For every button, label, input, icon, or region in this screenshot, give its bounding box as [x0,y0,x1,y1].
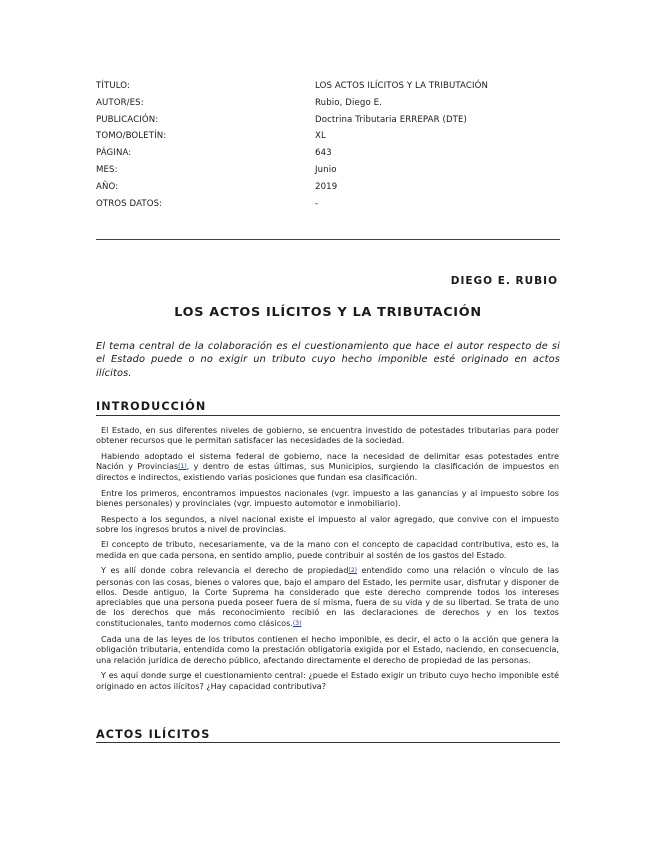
paragraph: Respecto a los segundos, a nivel nacional existe el impuesto al valor agregado, que convive con el impuesto sobre los ingresos brutos a nivel de provincias. [96,513,559,534]
paragraph: Entre los primeros, encontramos impuestos nacionales (vgr. impuesto a las ganancias y al impuesto sobre los bienes personales) y provinciales (vgr. impuesto automotor e inmobiliario). [96,487,559,509]
header-divider [96,239,560,240]
metadata-table [96,78,566,212]
meta-row-year [96,179,566,196]
section-heading-introduccion: INTRODUCCIÓN [96,400,207,413]
meta-key: AUTOR/ES: [96,97,144,108]
footnote-link[interactable]: (1) [178,463,187,471]
article-body [96,425,559,696]
author-name: DIEGO E. RUBIO [450,275,558,287]
meta-value: Doctrina Tributaria ERREPAR (DTE) [315,114,468,125]
meta-row-month [96,162,566,179]
footnote-link[interactable]: (3) [292,619,302,627]
meta-key: TÍTULO: [96,81,131,91]
meta-row-publication [96,112,566,129]
section-heading-actos-ilicitos: ACTOS ILÍCITOS [96,728,211,741]
section-divider [96,415,560,416]
paragraph: Y es allí donde cobra relevancia el derecho de propiedad(2) entendido como una relación o vínculo de las personas con las cosas, bienes o valores que, bajo el amparo del Estado, les permite usar, disfrutar y disponer de ellos. Desde antiguo, la Corte Suprema ha considerado que este derecho comprende todos los intereses apreciables que una persona pueda poseer fuera de sí misma, fuera de su vida y de su libertad. Se trata de uno de los derechos que más reconocimiento recibió en las declaraciones de derechos y en los textos constitucionales, tanto modernos como clásicos.(3) [96,565,559,628]
meta-row-title [96,78,566,95]
paragraph: Y es aquí donde surge el cuestionamiento central: ¿puede el Estado exigir un tributo cuyo hecho imponible esté originado en actos ilícitos? ¿Hay capacidad contributiva? [96,670,559,691]
meta-value: 643 [315,148,332,159]
meta-value: Rubio, Diego E. [315,97,382,108]
paragraph: El Estado, en sus diferentes niveles de gobierno, se encuentra investido de potestades tributarias para poder obtener recursos que le permitan satisfacer las necesidades de la sociedad. [96,425,559,446]
meta-row-author [96,95,566,112]
article-title: LOS ACTOS ILÍCITOS Y LA TRIBUTACIÓN [174,305,482,320]
meta-key: AÑO: [96,181,119,192]
abstract: El tema central de la colaboración es el cuestionamiento que hace el autor respecto de si el Estado puede o no exigir un tributo cuyo hecho imponible esté originado en actos ilícitos. [96,341,560,379]
meta-value: 2019 [315,181,338,192]
meta-key: MES: [96,164,118,175]
section-divider [96,742,560,743]
paragraph: Cada una de las leyes de los tributos contienen el hecho imponible, es decir, el acto o la acción que genera la obligación tributaria, entendida como la prestación obligatoria exigida por el Estado, naciendo, en consecuencia, una relación jurídica de derecho público, afectando directamente el derecho de propiedad de las personas. [96,634,559,665]
meta-row-page [96,145,566,162]
meta-value: LOS ACTOS ILÍCITOS Y LA TRIBUTACIÓN [315,81,489,91]
meta-key: PUBLICACIÓN: [96,114,159,125]
paragraph: Habiendo adoptado el sistema federal de gobierno, nace la necesidad de delimitar esas potestades entre Nación y Provincias(1), y dentro de estas últimas, sus Municipios, surgiendo la clasificación de impuestos en directos e indirectos, existiendo varias posiciones que fundan esa clasificación. [96,450,559,483]
meta-key: TOMO/BOLETÍN: [96,131,167,142]
paragraph: El concepto de tributo, necesariamente, va de la mano con el concepto de capacidad contributiva, esto es, la medida en que cada persona, en sentido amplio, puede contribuir al sostén de los gastos del Estado. [96,539,559,560]
meta-value: XL [315,131,326,142]
meta-value: Junio [315,164,337,175]
meta-key: PÁGINA: [96,148,132,159]
footnote-link[interactable]: (2) [348,567,357,575]
meta-value: - [315,198,319,209]
meta-key: OTROS DATOS: [96,198,163,209]
meta-row-volume [96,128,566,145]
meta-row-other [96,196,566,213]
